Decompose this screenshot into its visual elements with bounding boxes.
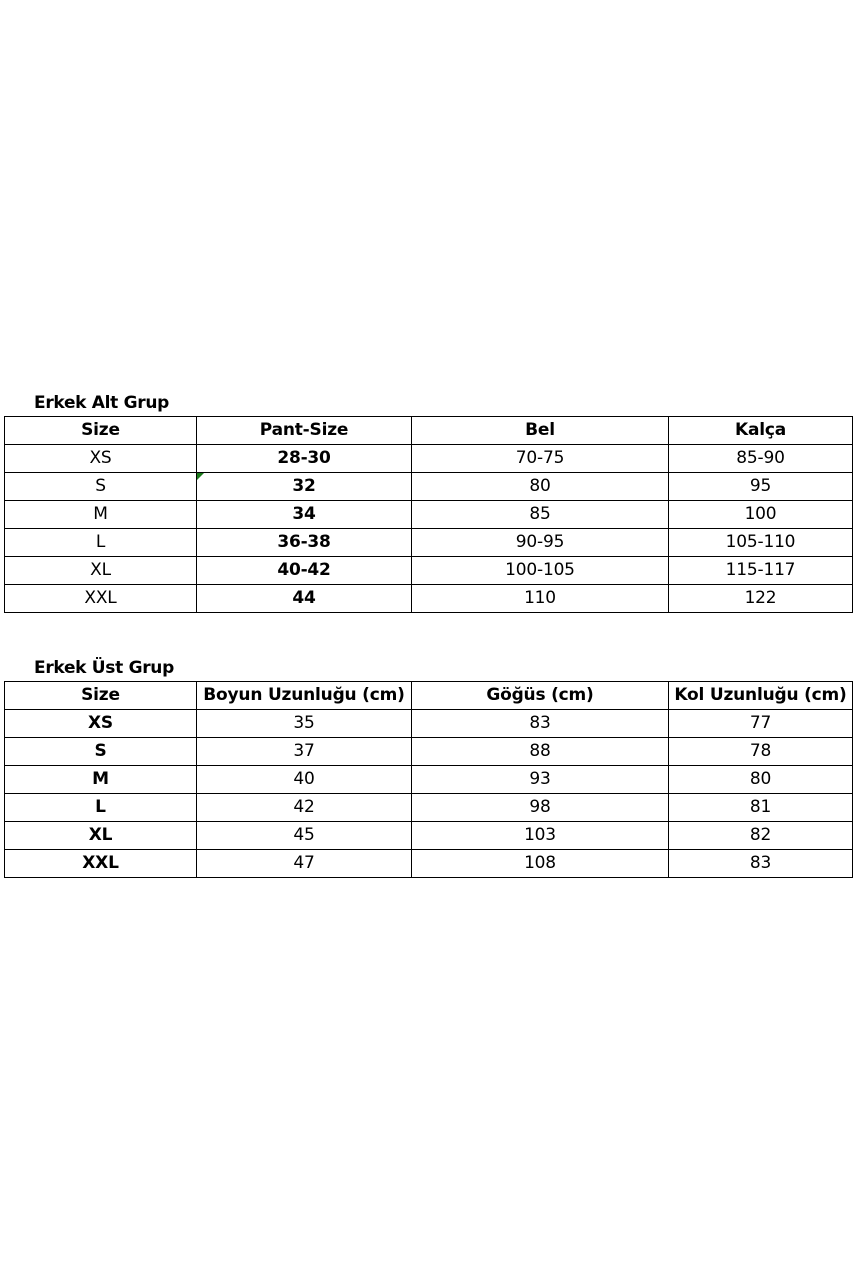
kalca-cell: 100	[669, 501, 853, 529]
table-row	[5, 585, 853, 613]
kol-cell: 80	[669, 766, 853, 794]
table-row	[5, 822, 853, 850]
top-group-section	[4, 655, 852, 878]
pant-size-cell: 44	[197, 585, 412, 613]
size-cell: XS	[5, 710, 197, 738]
pant-size-cell: 36-38	[197, 529, 412, 557]
size-cell: M	[5, 501, 197, 529]
bel-cell: 70-75	[412, 445, 669, 473]
gogus-cell: 108	[412, 850, 669, 878]
kalca-cell: 95	[669, 473, 853, 501]
bel-cell: 90-95	[412, 529, 669, 557]
table-row	[5, 529, 853, 557]
pant-size-cell	[197, 473, 412, 501]
table-row	[5, 794, 853, 822]
size-cell: M	[5, 766, 197, 794]
header-bel: Bel	[412, 417, 669, 445]
header-kalca: Kalça	[669, 417, 853, 445]
size-cell: XL	[5, 557, 197, 585]
header-size: Size	[5, 417, 197, 445]
table-header-row	[5, 682, 853, 710]
size-cell: S	[5, 473, 197, 501]
gogus-cell: 83	[412, 710, 669, 738]
bottom-group-section	[4, 390, 852, 613]
boyun-cell: 45	[197, 822, 412, 850]
table-row	[5, 501, 853, 529]
table-row	[5, 766, 853, 794]
header-kol-uzunlugu: Kol Uzunluğu (cm)	[669, 682, 853, 710]
size-cell: L	[5, 529, 197, 557]
table-header-row	[5, 417, 853, 445]
boyun-cell: 40	[197, 766, 412, 794]
boyun-cell: 47	[197, 850, 412, 878]
size-cell: L	[5, 794, 197, 822]
kalca-cell: 105-110	[669, 529, 853, 557]
bottom-group-table	[4, 416, 853, 613]
kalca-cell: 122	[669, 585, 853, 613]
kol-cell: 77	[669, 710, 853, 738]
kol-cell: 82	[669, 822, 853, 850]
pant-size-cell: 40-42	[197, 557, 412, 585]
table-row	[5, 738, 853, 766]
kol-cell: 81	[669, 794, 853, 822]
kalca-cell: 115-117	[669, 557, 853, 585]
table-row	[5, 850, 853, 878]
table-row	[5, 710, 853, 738]
bel-cell: 100-105	[412, 557, 669, 585]
gogus-cell: 98	[412, 794, 669, 822]
top-group-title: Erkek Üst Grup	[34, 658, 174, 678]
size-cell: XXL	[5, 585, 197, 613]
bottom-group-title: Erkek Alt Grup	[34, 393, 170, 413]
kalca-cell: 85-90	[669, 445, 853, 473]
header-size: Size	[5, 682, 197, 710]
comment-marker	[197, 473, 204, 480]
table-row	[5, 473, 853, 501]
boyun-cell: 42	[197, 794, 412, 822]
kol-cell: 83	[669, 850, 853, 878]
size-cell: S	[5, 738, 197, 766]
table-row	[5, 557, 853, 585]
pant-size-value: 32	[292, 476, 316, 496]
gogus-cell: 88	[412, 738, 669, 766]
boyun-cell: 35	[197, 710, 412, 738]
bel-cell: 110	[412, 585, 669, 613]
size-cell: XL	[5, 822, 197, 850]
size-cell: XS	[5, 445, 197, 473]
size-cell: XXL	[5, 850, 197, 878]
pant-size-cell: 34	[197, 501, 412, 529]
top-group-table	[4, 681, 853, 878]
header-pant-size: Pant-Size	[197, 417, 412, 445]
gogus-cell: 103	[412, 822, 669, 850]
header-gogus: Göğüs (cm)	[412, 682, 669, 710]
table-row	[5, 445, 853, 473]
pant-size-cell: 28-30	[197, 445, 412, 473]
gogus-cell: 93	[412, 766, 669, 794]
bel-cell: 85	[412, 501, 669, 529]
boyun-cell: 37	[197, 738, 412, 766]
bel-cell: 80	[412, 473, 669, 501]
header-boyun-uzunlugu: Boyun Uzunluğu (cm)	[197, 682, 412, 710]
kol-cell: 78	[669, 738, 853, 766]
